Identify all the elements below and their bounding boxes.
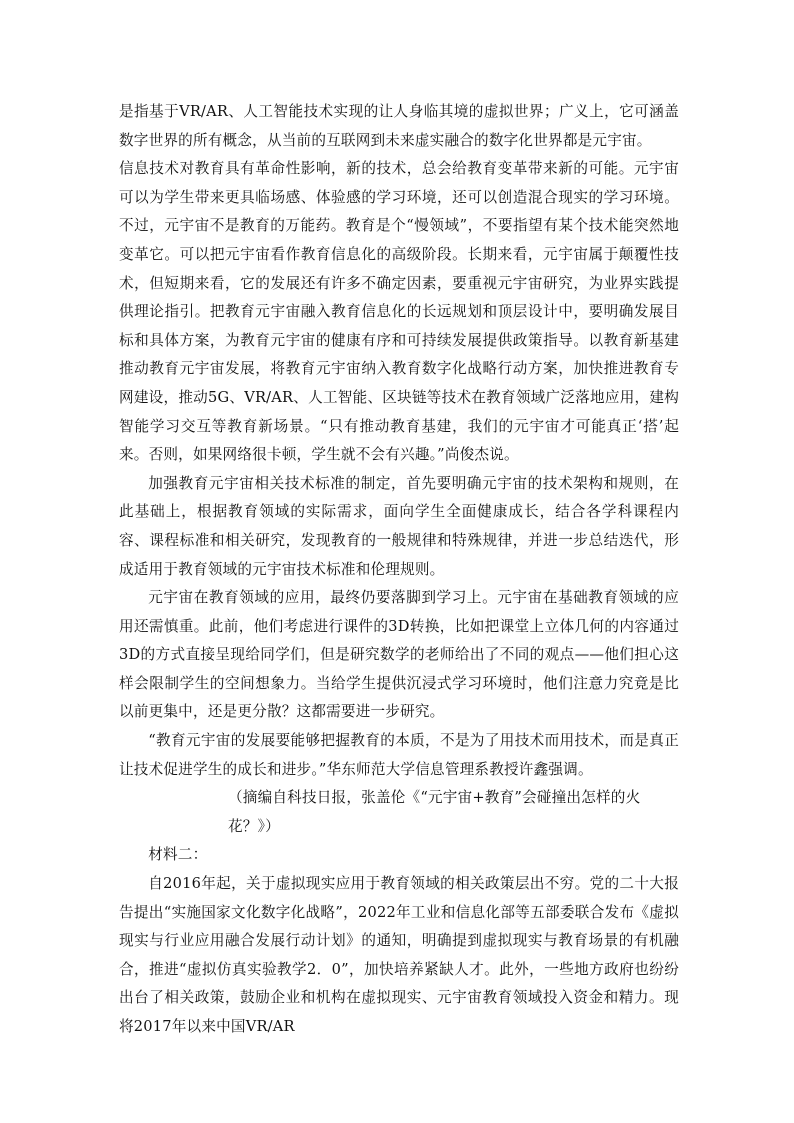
document-body <box>119 98 679 1042</box>
paragraph-2: 信息技术对教育具有革命性影响，新的技术，总会给教育变革带来新的可能。元宇宙可以为学生带来更具临场感、体验感的学习环境，还可以创造混合现实的学习环境。不过，元宇宙不是教育的万能药。教育是个“慢领域”，不要指望有某个技术能突然地变革它。可以把元宇宙看作教育信息化的高级阶段。长期来看，元宇宙属于颠覆性技术，但短期来看，它的发展还有许多不确定因素，要重视元宇宙研究，为业界实践提供理论指引。把教育元宇宙融入教育信息化的长远规划和顶层设计中，要明确发展目标和具体方案，为教育元宇宙的健康有序和可持续发展提供政策指导。以教育新基建推动教育元宇宙发展，将教育元宇宙纳入教育数字化战略行动方案，加快推进教育专网建设，推动5G、VR/AR、人工智能、区块链等技术在教育领域广泛落地应用，建构智能学习交互等教育新场景。“只有推动教育基建，我们的元宇宙才可能真正‘搭’起来。否则，如果网络很卡顿，学生就不会有兴趣。”尚俊杰说。 <box>119 160 679 464</box>
quote-paragraph: “教育元宇宙的发展要能够把握教育的本质，不是为了用技术而用技术，而是真正让技术促进学生的成长和进步。”华东师范大学信息管理系教授许鑫强调。 <box>119 732 679 778</box>
source-citation: （摘编自科技日报，张盖伦《“元宇宙+教育”会碰撞出怎样的火花？》） <box>228 789 641 835</box>
section-heading: 材料二： <box>148 846 208 864</box>
paragraph-8: 自2016年起，关于虚拟现实应用于教育领域的相关政策层出不穷。党的二十大报告提出“实施国家文化数字化战略”，2022年工业和信息化部等五部委联合发布《虚拟现实与行业应用融合发展行动计划》的通知，明确提到虚拟现实与教育场景的有机融合，推进“虚拟仿真实验教学2．0”，加快培养紧缺人才。此外，一些地方政府也纷纷出台了相关政策，鼓励企业和机构在虚拟现实、元宇宙教育领域投入资金和精力。现将2017年以来中国VR/AR <box>119 875 679 1035</box>
paragraph-1: 是指基于VR/AR、人工智能技术实现的让人身临其境的虚拟世界；广义上，它可涵盖数字世界的所有概念，从当前的互联网到未来虚实融合的数字化世界都是元宇宙。 <box>119 103 679 149</box>
paragraph-4: 元宇宙在教育领域的应用，最终仍要落脚到学习上。元宇宙在基础教育领域的应用还需慎重。此前，他们考虑进行课件的3D转换，比如把课堂上立体几何的内容通过3D的方式直接呈现给同学们，但是研究数学的老师给出了不同的观点——他们担心这样会限制学生的空间想象力。当给学生提供沉浸式学习环境时，他们注意力究竟是比以前更集中，还是更分散？这都需要进一步研究。 <box>119 589 679 721</box>
paragraph-3: 加强教育元宇宙相关技术标准的制定，首先要明确元宇宙的技术架构和规则，在此基础上，根据教育领域的实际需求，面向学生全面健康成长，结合各学科课程内容、课程标准和相关研究，发现教育的一般规律和特殊规律，并进一步总结迭代，形成适用于教育领域的元宇宙技术标准和伦理规则。 <box>119 474 679 578</box>
